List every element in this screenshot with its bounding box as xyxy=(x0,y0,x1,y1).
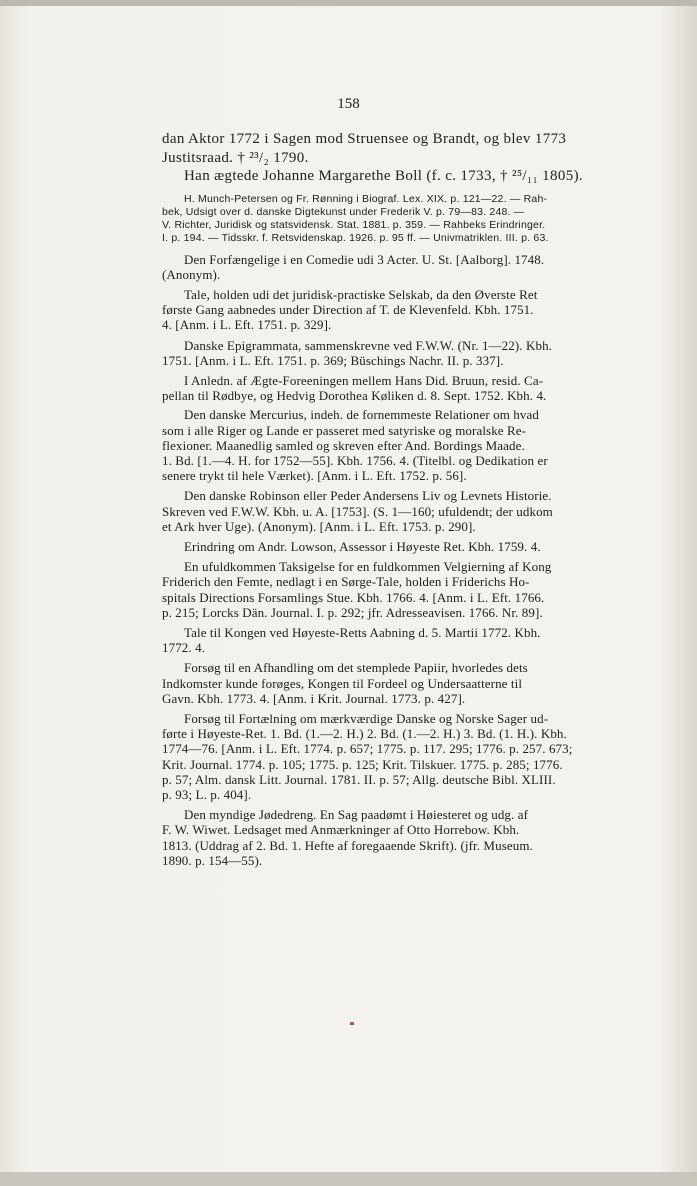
entry-line: 1813. (Uddrag af 2. Bd. 1. Hefte af foregaaende Skrift). (jfr. Museum. xyxy=(162,837,533,853)
entry-line: pellan til Rødbye, og Hedvig Dorothea Køliken d. 8. Sept. 1752. Kbh. 4. xyxy=(162,388,547,404)
page-number: 158 xyxy=(337,96,360,112)
entry-line: Den danske Mercurius, indeh. de fornemmeste Relationer om hvad xyxy=(184,407,539,423)
intro-line: dan Aktor 1772 i Sagen mod Struensee og Brandt, og blev 1773 xyxy=(162,131,567,147)
intro-line: Han ægtede Johanne Margarethe Boll (f. c. 1733, † ²⁵/₁₁ 1805). xyxy=(184,168,584,184)
bibliography-entry xyxy=(162,539,682,554)
bibliography-entry xyxy=(162,373,682,403)
bibliography-entry xyxy=(162,559,682,620)
bibliography-entry xyxy=(162,407,682,483)
bibliography-entry xyxy=(162,287,682,333)
entry-line: I Anledn. af Ægte-Foreeningen mellem Hans Did. Bruun, resid. Ca- xyxy=(184,372,544,388)
bibliography-entry xyxy=(162,807,682,868)
entry-line: 4. [Anm. i L. Eft. 1751. p. 329]. xyxy=(162,317,332,333)
entry-line: F. W. Wiwet. Ledsaget med Anmærkninger af Otto Horrebow. Kbh. xyxy=(162,822,520,838)
entry-line: flexioner. Maanedlig samled og skreven efter And. Bordings Maade. xyxy=(162,437,525,453)
entry-line: Den myndige Jødedreng. En Sag paadømt i Høiesteret og udg. af xyxy=(184,807,529,823)
entry-line: Friderich den Femte, nedlagt i en Sørge-Tale, holden i Friderichs Ho- xyxy=(162,574,530,590)
entry-line: 1. Bd. [1.—4. H. for 1752—55]. Kbh. 1756. 4. (Titelbl. og Dedikation er xyxy=(162,452,548,468)
entry-line: p. 215; Lorcks Dän. Journal. I. p. 292; jfr. Adresseavisen. 1766. Nr. 89]. xyxy=(162,604,543,620)
entry-line: som i alle Riger og Lande er passeret med satyriske og moralske Re- xyxy=(162,422,527,438)
entry-line: Erindring om Andr. Lowson, Assessor i Høyeste Ret. Kbh. 1759. 4. xyxy=(184,538,541,554)
bibliography-entry xyxy=(162,488,682,534)
entry-line: Den Forfængelige i en Comedie udi 3 Acter. U. St. [Aalborg]. 1748. xyxy=(184,251,545,267)
entry-line: et Ark hver Uge). (Anonym). [Anm. i L. Eft. 1753. p. 290]. xyxy=(162,518,476,534)
reference-line: V. Richter, Juridisk og statsvidensk. Stat. 1881. p. 359. — Rahbeks Erindringer. xyxy=(162,218,546,231)
entry-line: (Anonym). xyxy=(162,266,221,282)
entry-line: Forsøg til Fortælning om mærkværdige Danske og Norske Sager ud- xyxy=(184,710,549,726)
scan-top-edge xyxy=(0,0,697,6)
entry-line: førte i Høyeste-Ret. 1. Bd. (1.—2. H.) 2. Bd. (1.—2. H.) 3. Bd. (1. H.). Kbh. xyxy=(162,726,567,742)
entry-line: 1751. [Anm. i L. Eft. 1751. p. 369; Büschings Nachr. II. p. 337]. xyxy=(162,352,504,368)
bibliography-entry xyxy=(162,660,682,706)
entry-line: Skreven ved F.W.W. Kbh. u. A. [1753]. (S. 1—160; ufuldendt; der udkom xyxy=(162,503,553,519)
intro-line: Justitsraad. † ²³/₂ 1790. xyxy=(162,149,309,166)
bibliography-entry xyxy=(162,252,682,282)
entry-line: Tale, holden udi det juridisk-practiske Selskab, da den Øverste Ret xyxy=(184,286,538,302)
entry-line: En ufuldkommen Taksigelse for en fuldkommen Velgierning af Kong xyxy=(184,559,552,575)
entry-line: Forsøg til en Afhandling om det stemplede Papiir, hvorledes dets xyxy=(184,660,528,676)
references-block xyxy=(162,193,682,245)
reference-line: bek, Udsigt over d. danske Digtekunst under Frederik V. p. 79—83. 248. — xyxy=(162,205,525,218)
entry-line: 1774—76. [Anm. i L. Eft. 1774. p. 657; 1775. p. 117. 295; 1776. p. 257. 673; xyxy=(162,741,573,757)
bibliography-entry xyxy=(162,625,682,655)
reference-line: I. p. 194. — Tidsskr. f. Retsvidenskap. 1926. p. 95 ff. — Univmatriklen. III. p. 63. xyxy=(162,231,549,244)
entry-line: Krit. Journal. 1774. p. 105; 1775. p. 125; Krit. Tilskuer. 1775. p. 285; 1776. xyxy=(162,756,563,772)
entry-line: Den danske Robinson eller Peder Andersens Liv og Levnets Historie. xyxy=(184,488,552,504)
entry-line: første Gang aabnedes under Direction af T. de Klevenfeld. Kbh. 1751. xyxy=(162,302,534,318)
entry-line: Danske Epigrammata, sammenskrevne ved F.W.W. (Nr. 1—22). Kbh. xyxy=(184,337,553,353)
entry-line: senere trykt til hele Værket). [Anm. i L. Eft. 1752. p. 56]. xyxy=(162,468,467,484)
scan-bottom-edge xyxy=(0,1172,697,1186)
ink-mark xyxy=(350,1022,354,1025)
entry-line: spitals Directions Forsamlings Stue. Kbh. 1766. 4. [Anm. i L. Eft. 1766. xyxy=(162,589,545,605)
entry-line: Indkomster kunde forøges, Kongen til Fordeel og Undersaatterne til xyxy=(162,675,523,691)
entry-line: 1890. p. 154—55). xyxy=(162,852,263,868)
bibliography-entry xyxy=(162,338,682,368)
page-body xyxy=(162,130,682,868)
entry-line: p. 93; L. p. 404]. xyxy=(162,787,252,802)
entry-line: 1772. 4. xyxy=(162,640,206,656)
entry-line: Tale til Kongen ved Høyeste-Retts Aabning d. 5. Martii 1772. Kbh. xyxy=(184,624,541,640)
entry-line: Gavn. Kbh. 1773. 4. [Anm. i Krit. Journal. 1773. p. 427]. xyxy=(162,690,466,706)
bibliography-entry xyxy=(162,711,682,802)
reference-line: H. Munch-Petersen og Fr. Rønning i Biograf. Lex. XIX. p. 121—22. — Rah- xyxy=(184,192,548,205)
entry-line: p. 57; Alm. dansk Litt. Journal. 1781. II. p. 57; Allg. deutsche Bibl. XLIII. xyxy=(162,771,556,787)
